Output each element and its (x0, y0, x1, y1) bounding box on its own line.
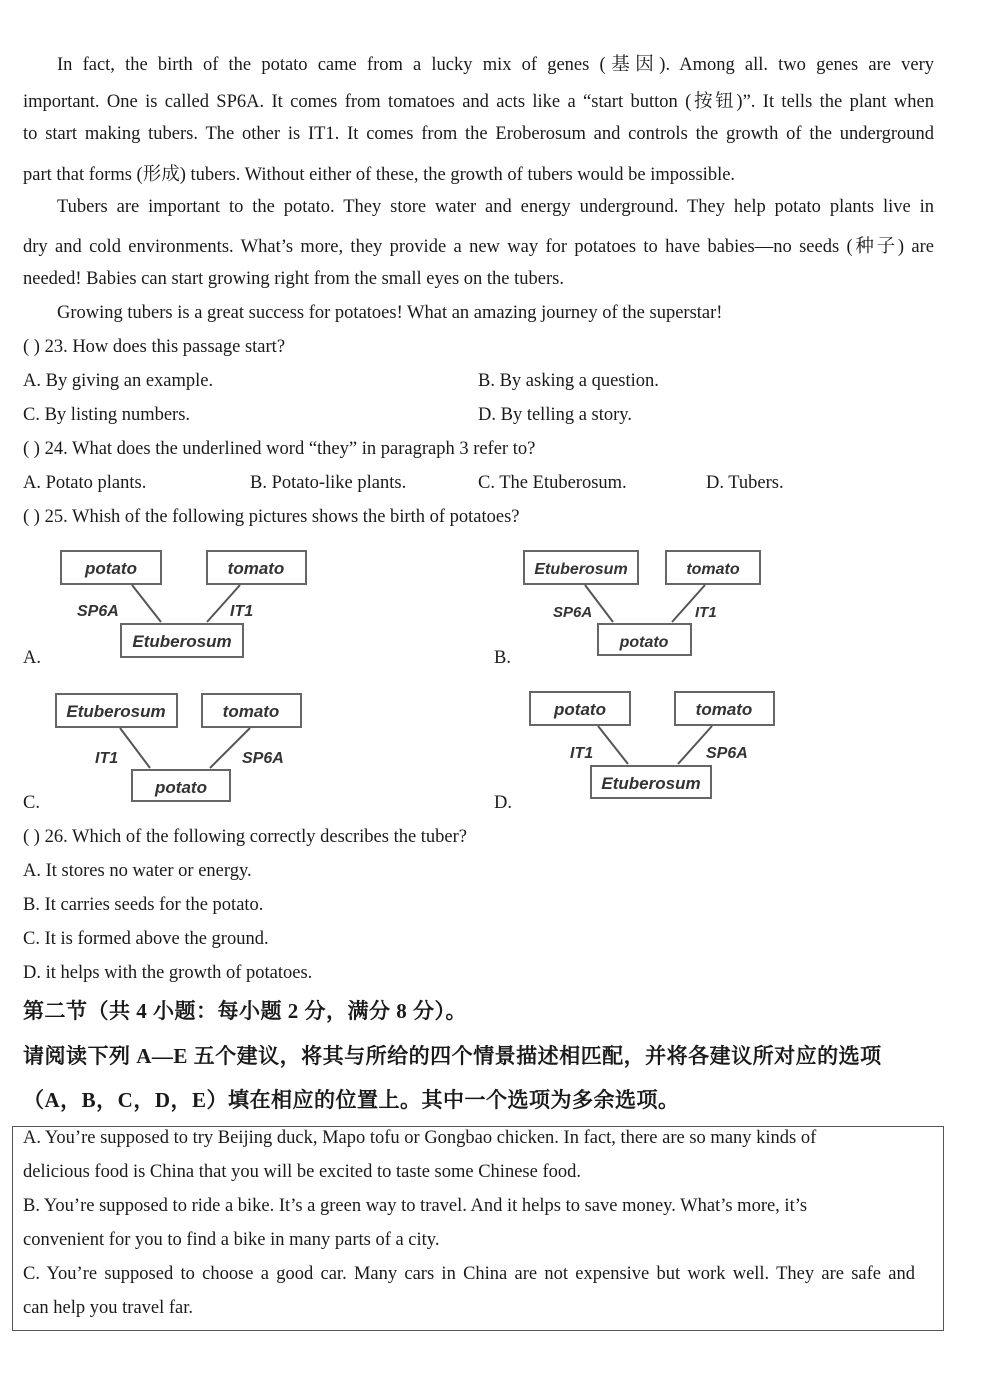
q25-diagram-a-label: A. (23, 648, 41, 668)
diagram-a-top-right-text: tomato (227, 559, 285, 578)
diagram-b-right-gene: IT1 (695, 604, 717, 621)
q24-option-c: C. The Etuberosum. (478, 473, 627, 493)
diagram-d-right-gene: SP6A (706, 745, 748, 762)
section2-instruction-2: （A，B，C，D，E）填在相应的位置上。其中一个选项为多余选项。 (23, 1088, 680, 1112)
q26-option-c: C. It is formed above the ground. (23, 929, 269, 949)
q25-diagram-c (50, 688, 320, 808)
passage-p1-line-4: part that forms (形成) tubers. Without either of these, the growth of tubers would be impossible. (23, 165, 736, 185)
passage-p1-line-1: In fact, the birth of the potato came from a lucky mix of genes (基因). Among all. two genes are very (57, 55, 934, 75)
option-b-line-2: convenient for you to find a bike in many parts of a city. (23, 1230, 440, 1250)
diagram-d-top-right-text: tomato (695, 700, 753, 719)
diagram-c-right-gene: SP6A (242, 750, 284, 767)
diagram-c-arrow-left (120, 728, 150, 768)
passage-p3: Growing tubers is a great success for potatoes! What an amazing journey of the superstar! (57, 303, 723, 323)
diagram-c-left-gene: IT1 (95, 750, 119, 767)
q25-diagram-d (520, 686, 790, 806)
q24-option-d: D. Tubers. (706, 473, 784, 493)
passage-p1-line-3: to start making tubers. The other is IT1. It comes from the Eroberosum and controls the growth of the underground (23, 124, 934, 144)
q25-diagram-b-label: B. (494, 648, 511, 668)
q25-diagram-a (50, 545, 320, 665)
q26-option-a: A. It stores no water or energy. (23, 861, 252, 881)
diagram-a-arrow-left (132, 585, 161, 622)
q23-option-b: B. By asking a question. (478, 371, 659, 391)
section2-heading: 第二节（共 4 小题：每小题 2 分，满分 8 分）。 (23, 999, 467, 1023)
diagram-b-left-gene: SP6A (553, 604, 593, 621)
diagram-d-left-gene: IT1 (570, 745, 594, 762)
diagram-c-top-right-text: tomato (222, 702, 280, 721)
diagram-d-arrow-left (598, 726, 628, 764)
diagram-b-top-left-text: Etuberosum (534, 561, 628, 578)
option-c-line-1: C. You’re supposed to choose a good car. Many cars in China are not expensive but work well. They are safe and (23, 1264, 915, 1284)
q23-option-a: A. By giving an example. (23, 371, 214, 391)
passage-p2-line-1: Tubers are important to the potato. They store water and energy underground. They help potato plants live in (57, 197, 934, 217)
diagram-a-bottom-text: Etuberosum (132, 632, 232, 651)
option-a-line-2: delicious food is China that you will be excited to taste some Chinese food. (23, 1162, 581, 1182)
option-c-line-2: can help you travel far. (23, 1298, 194, 1318)
section2-instruction-1: 请阅读下列 A—E 五个建议，将其与所给的四个情景描述相匹配，并将各建议所对应的选项 (23, 1044, 882, 1068)
diagram-b-bottom-text: potato (619, 634, 669, 651)
q26-stem: ( ) 26. Which of the following correctly describes the tuber? (23, 827, 468, 847)
q25-diagram-b (515, 545, 775, 665)
diagram-c-bottom-text: potato (155, 778, 207, 797)
q23-option-c: C. By listing numbers. (23, 405, 191, 425)
q25-diagram-c-label: C. (23, 793, 40, 813)
option-b-line-1: B. You’re supposed to ride a bike. It’s a green way to travel. And it helps to save money. What’s more, it’s (23, 1196, 808, 1216)
diagram-c-top-left-text: Etuberosum (66, 702, 166, 721)
q26-option-b: B. It carries seeds for the potato. (23, 895, 264, 915)
diagram-d-top-left-text: potato (554, 700, 606, 719)
diagram-a-left-gene: SP6A (77, 603, 119, 620)
passage-p2-line-3: needed! Babies can start growing right from the small eyes on the tubers. (23, 269, 564, 289)
diagram-b-top-right-text: tomato (686, 561, 740, 578)
q24-option-a: A. Potato plants. (23, 473, 147, 493)
option-a-line-1: A. You’re supposed to try Beijing duck, Mapo tofu or Gongbao chicken. In fact, there are so many kinds of (23, 1128, 817, 1148)
q23-stem: ( ) 23. How does this passage start? (23, 337, 286, 357)
q25-diagram-d-label: D. (494, 793, 512, 813)
q23-option-d: D. By telling a story. (478, 405, 632, 425)
diagram-a-right-gene: IT1 (230, 603, 254, 620)
diagram-a-top-left-text: potato (85, 559, 137, 578)
q24-stem: ( ) 24. What does the underlined word “they” in paragraph 3 refer to? (23, 439, 536, 459)
passage-p1-line-2: important. One is called SP6A. It comes from tomatoes and acts like a “start button (按钮)”. It tells the plant when (23, 92, 934, 112)
q25-stem: ( ) 25. Whish of the following pictures shows the birth of potatoes? (23, 507, 520, 527)
q26-option-d: D. it helps with the growth of potatoes. (23, 963, 313, 983)
diagram-d-bottom-text: Etuberosum (601, 774, 701, 793)
passage-p2-line-2: dry and cold environments. What’s more, they provide a new way for potatoes to have babies—no seeds (种子) are (23, 237, 934, 257)
q24-option-b: B. Potato-like plants. (250, 473, 407, 493)
